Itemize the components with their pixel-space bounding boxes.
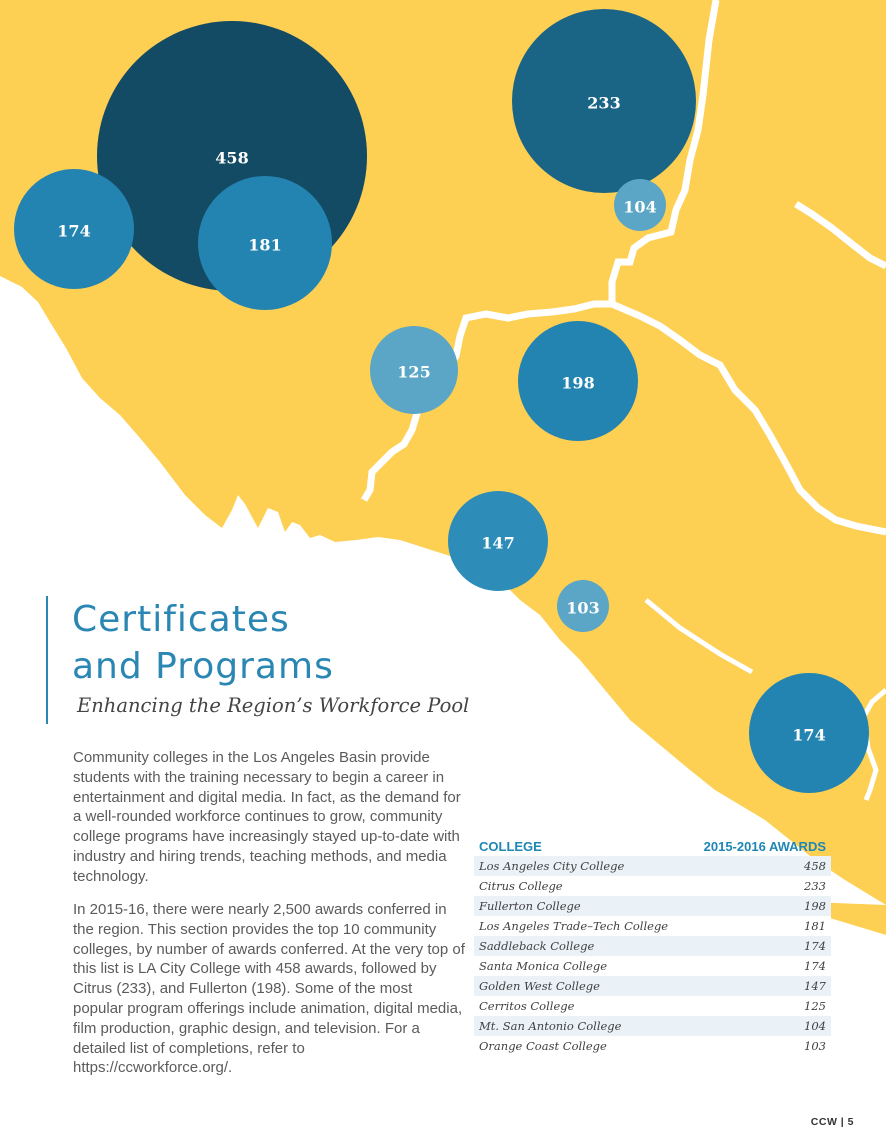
bubble-label: 174	[792, 725, 826, 745]
college-name: Los Angeles Trade–Tech College	[479, 919, 669, 933]
table-row	[474, 856, 831, 876]
table-row	[474, 916, 831, 936]
bubble-trade-tech	[198, 176, 332, 310]
bubble-santa-monica	[14, 169, 134, 289]
bubble-orange-coast	[557, 580, 609, 632]
award-count: 198	[804, 899, 826, 913]
college-name: Citrus College	[479, 879, 563, 893]
table-row	[474, 996, 831, 1016]
college-name: Fullerton College	[479, 899, 581, 913]
bubble-label: 198	[561, 373, 595, 393]
bubble-label: 233	[587, 93, 621, 113]
college-name: Santa Monica College	[479, 959, 608, 973]
table-row	[474, 876, 831, 896]
table-row	[474, 936, 831, 956]
table-row	[474, 1036, 831, 1056]
page-title	[72, 596, 334, 690]
award-count: 103	[804, 1039, 826, 1053]
page-footer: CCW | 5	[810, 1116, 854, 1128]
bubble-label: 125	[397, 362, 431, 382]
award-count: 181	[804, 919, 826, 933]
bubble-fullerton	[518, 321, 638, 441]
award-count: 104	[804, 1019, 826, 1033]
bubble-label: 181	[248, 235, 282, 255]
bubble-citrus	[512, 9, 696, 193]
bubble-label: 174	[57, 221, 91, 241]
table-header	[474, 836, 831, 854]
college-name: Mt. San Antonio College	[479, 1019, 622, 1033]
table-row	[474, 976, 831, 996]
college-name: Orange Coast College	[479, 1039, 607, 1053]
title-line-2: and Programs	[72, 646, 334, 687]
bubble-label: 458	[215, 148, 249, 168]
award-count: 174	[804, 959, 826, 973]
table-row	[474, 896, 831, 916]
college-name: Cerritos College	[479, 999, 575, 1013]
award-count: 458	[804, 859, 826, 873]
awards-paragraph: In 2015-16, there were nearly 2,500 awards conferred in the region. This section provides the top 10 community colleges, by number of awards conferred. At the very top of this list is LA City College with 458 awards, followed by Citrus (233), and Fullerton (198). Some of the most popular program offerings include animation, digital media, film production, graphic design, and television. For a detailed list of completions, refer to https://ccworkforce.org/.	[73, 901, 465, 1077]
table-body	[474, 856, 831, 1056]
bubble-saddleback	[749, 673, 869, 793]
bubble-label: 104	[623, 197, 657, 217]
award-count: 174	[804, 939, 826, 953]
title-accent-rule	[46, 596, 48, 724]
college-name: Saddleback College	[479, 939, 595, 953]
header-college: COLLEGE	[479, 839, 542, 854]
award-count: 233	[804, 879, 826, 893]
bubble-mt-san-antonio	[614, 179, 666, 231]
award-count: 125	[804, 999, 826, 1013]
awards-table	[474, 836, 831, 1056]
college-name: Los Angeles City College	[479, 859, 625, 873]
bubble-label: 147	[481, 533, 515, 553]
header-awards: 2015-2016 AWARDS	[703, 839, 826, 854]
table-row	[474, 1016, 831, 1036]
bubble-label: 103	[566, 598, 600, 618]
intro-paragraph: Community colleges in the Los Angeles Basin provide students with the training necessary to begin a career in entertainment and digital media. In fact, as the demand for a well-rounded workforce continues to grow, community college programs have increasingly stayed up-to-date with industry and hiring trends, teaching methods, and media technology.	[73, 749, 461, 885]
table-row	[474, 956, 831, 976]
bubble-cerritos	[370, 326, 458, 414]
award-count: 147	[804, 979, 826, 993]
page-subtitle: Enhancing the Region’s Workforce Pool	[77, 694, 470, 717]
bubble-golden-west	[448, 491, 548, 591]
title-line-1: Certificates	[72, 599, 290, 640]
college-name: Golden West College	[479, 979, 600, 993]
